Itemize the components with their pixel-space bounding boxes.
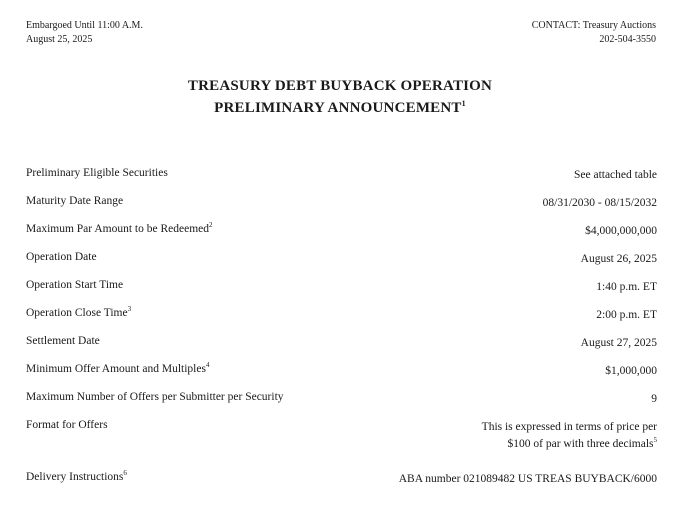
row-label: Operation Date: [26, 251, 97, 263]
row-value: See attached table: [573, 169, 657, 181]
row-value: 08/31/2030 - 08/15/2032: [542, 197, 657, 209]
document-subtitle: [0, 100, 680, 117]
row-label: [26, 363, 209, 375]
row-label: Format for Offers: [26, 419, 108, 431]
row-label-text: Delivery Instructions: [26, 471, 124, 483]
contact-phone: 202-504-3550: [599, 34, 656, 45]
row-label-text: Operation Close Time: [26, 307, 128, 319]
row-label: Operation Start Time: [26, 279, 124, 291]
row-value-line1: This is expressed in terms of price per: [481, 421, 657, 433]
row-value: 1:40 p.m. ET: [596, 281, 657, 293]
row-label: [26, 307, 131, 319]
embargo-date: August 25, 2025: [26, 34, 93, 45]
footnote-ref: 3: [127, 305, 132, 314]
subtitle-text: PRELIMINARY ANNOUNCEMENT: [214, 100, 462, 116]
footnote-ref: 2: [209, 221, 213, 230]
row-label: Preliminary Eligible Securities: [26, 167, 168, 179]
footnote-ref: 6: [123, 469, 127, 478]
row-value: $4,000,000,000: [585, 225, 657, 237]
row-label: [26, 223, 213, 235]
row-value: $1,000,000: [605, 365, 657, 377]
row-value-line2: $100 of par with three decimals: [507, 438, 654, 450]
row-label-text: Maximum Par Amount to be Redeemed: [26, 223, 210, 235]
row-label: Maximum Number of Offers per Submitter per Security: [26, 391, 284, 403]
row-label-text: Minimum Offer Amount and Multiples: [26, 363, 206, 375]
embargo-notice: [26, 19, 143, 47]
contact-label: CONTACT: Treasury Auctions: [531, 20, 656, 31]
document-title: TREASURY DEBT BUYBACK OPERATION: [187, 78, 493, 94]
row-label: Settlement Date: [26, 335, 100, 347]
row-value: ABA number 021089482 US TREAS BUYBACK/6000: [398, 473, 657, 485]
row-value: 9: [651, 393, 657, 405]
contact-info: [532, 19, 656, 47]
row-value: [482, 419, 657, 453]
footnote-ref: 4: [205, 361, 210, 370]
row-label: [26, 471, 127, 483]
embargo-time: Embargoed Until 11:00 A.M.: [26, 20, 143, 31]
row-value: 2:00 p.m. ET: [596, 309, 657, 321]
row-value: August 26, 2025: [580, 253, 657, 265]
row-value: August 27, 2025: [580, 337, 657, 349]
row-label: Maturity Date Range: [26, 195, 124, 207]
footnote-ref: 5: [653, 436, 657, 445]
footnote-ref: 1: [461, 99, 466, 108]
